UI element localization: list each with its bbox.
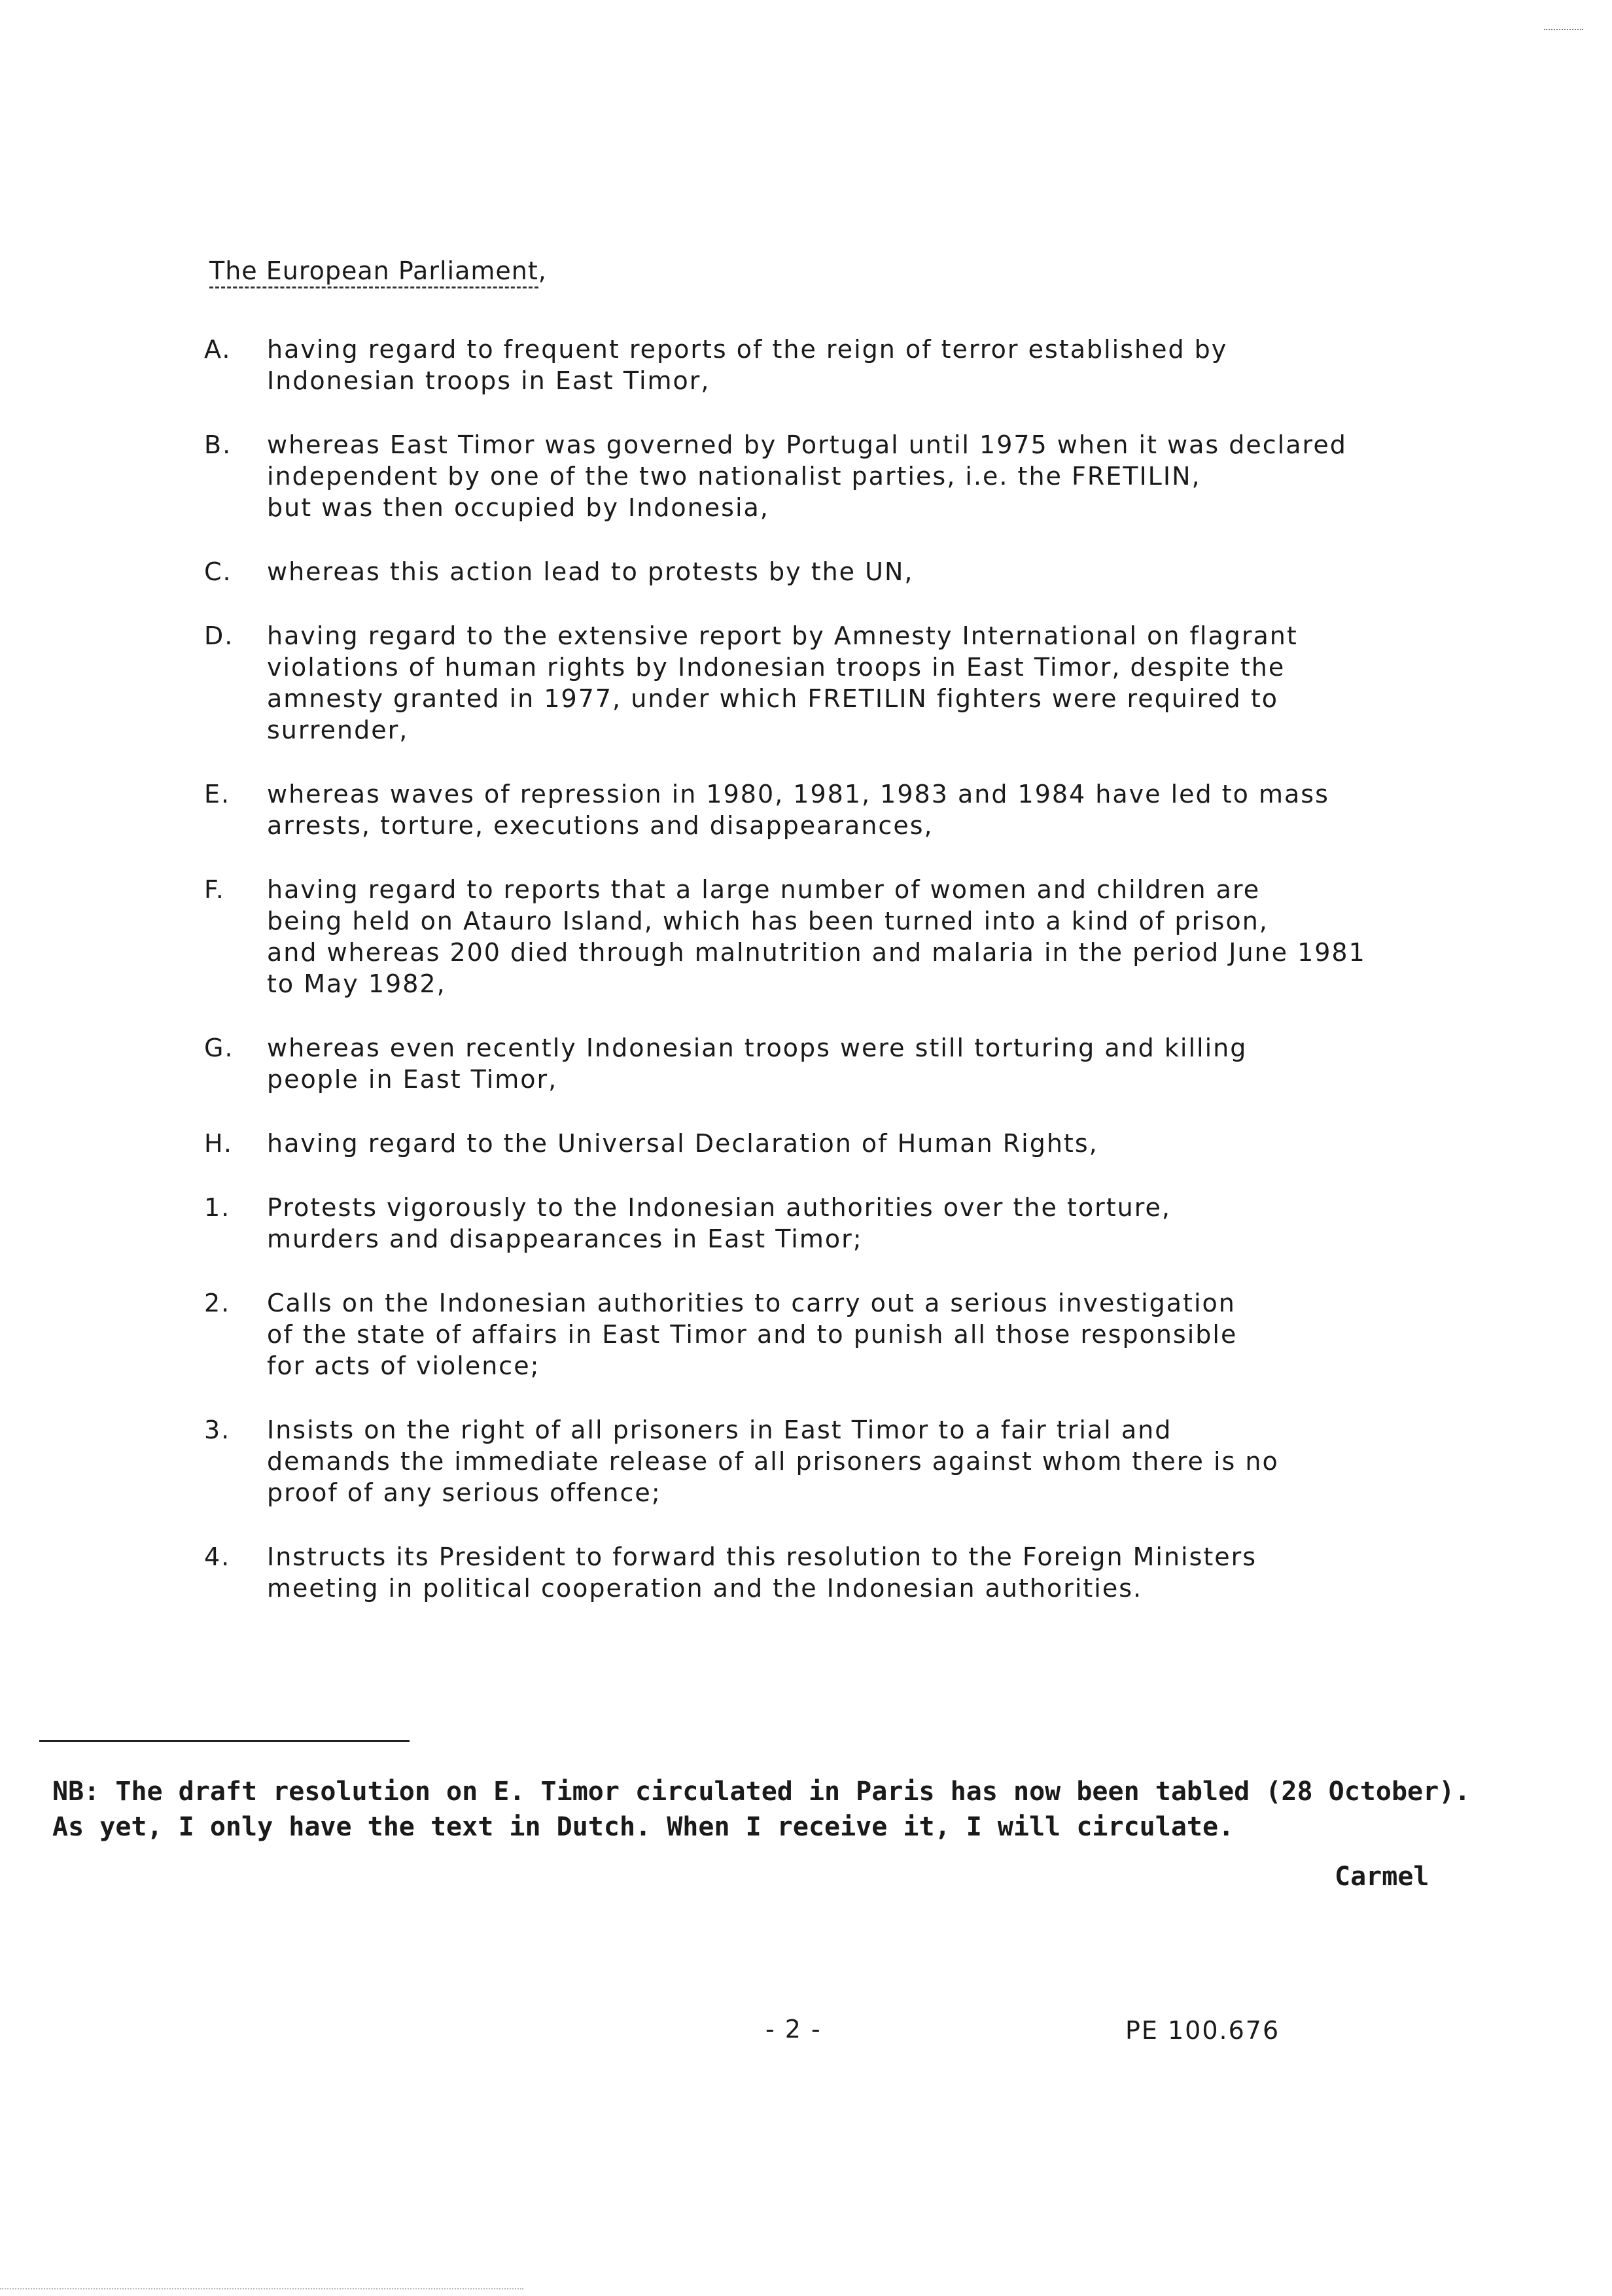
item-text: Protests vigorously to the Indonesian authorities over the torture, murders and disappearances in East Timor; bbox=[267, 1193, 1171, 1253]
list-item bbox=[204, 1032, 1513, 1095]
item-label: F. bbox=[204, 875, 225, 904]
item-text: having regard to reports that a large number of women and children are being held on Atauro Island, which has been turned into a kind of prison, and whereas 200 died through malnutrition and malaria in the period June 1981 to May 1982, bbox=[267, 875, 1366, 998]
list-item bbox=[204, 778, 1513, 841]
list-item bbox=[204, 1287, 1513, 1382]
footnote-text: NB: The draft resolution on E. Timor circulated in Paris has now been tabled (28 October). As yet, I only have the text in Dutch. When I receive it, I will circulate. bbox=[52, 1777, 1471, 1842]
item-label: 4. bbox=[204, 1542, 231, 1571]
list-item bbox=[204, 556, 1513, 587]
list-item bbox=[204, 1414, 1513, 1508]
item-text: Calls on the Indonesian authorities to carry out a serious investigation of the state of affairs in East Timor and to punish all those responsible for acts of violence; bbox=[267, 1289, 1238, 1380]
item-text: Instructs its President to forward this resolution to the Foreign Ministers meeting in political cooperation and the Indonesian authorities. bbox=[267, 1542, 1257, 1603]
item-label: A. bbox=[204, 335, 232, 364]
recitals-list bbox=[204, 334, 1513, 1637]
list-item bbox=[204, 1192, 1513, 1255]
item-label: E. bbox=[204, 780, 231, 809]
item-label: B. bbox=[204, 430, 232, 459]
item-label: G. bbox=[204, 1034, 234, 1062]
item-label: C. bbox=[204, 557, 232, 586]
item-label: H. bbox=[204, 1129, 233, 1158]
item-text: Insists on the right of all prisoners in East Timor to a fair trial and demands the immediate release of all prisoners against whom there is no proof of any serious offence; bbox=[267, 1416, 1279, 1507]
heading-suffix: , bbox=[538, 256, 547, 285]
item-text: having regard to the extensive report by Amnesty International on flagrant violations of human rights by Indonesian troops in East Timor, despite the amnesty granted in 1977, under which FRETILIN fighters were required to surrender, bbox=[267, 621, 1298, 744]
item-label: 2. bbox=[204, 1289, 231, 1317]
list-item bbox=[204, 874, 1513, 1000]
item-label: 3. bbox=[204, 1416, 231, 1444]
item-label: 1. bbox=[204, 1193, 231, 1222]
item-text: having regard to frequent reports of the reign of terror established by Indonesian troops in East Timor, bbox=[267, 335, 1228, 395]
list-item bbox=[204, 620, 1513, 746]
footnote-divider bbox=[39, 1740, 410, 1742]
document-reference: PE 100.676 bbox=[1125, 2016, 1280, 2045]
resolution-heading bbox=[209, 256, 547, 285]
page-number: - 2 - bbox=[765, 2015, 822, 2044]
list-item bbox=[204, 334, 1513, 396]
item-text: whereas even recently Indonesian troops were still torturing and killing people in East Timor, bbox=[267, 1034, 1248, 1094]
item-text: whereas East Timor was governed by Portugal until 1975 when it was declared independent by one of the two nationalist parties, i.e. the FRETILIN, but was then occupied by Indonesia, bbox=[267, 430, 1347, 522]
signature: Carmel bbox=[1335, 1862, 1429, 1892]
corner-mark bbox=[1544, 29, 1583, 30]
list-item bbox=[204, 429, 1513, 523]
list-item bbox=[204, 1541, 1513, 1604]
item-text: having regard to the Universal Declaration of Human Rights, bbox=[267, 1129, 1098, 1158]
item-text: whereas this action lead to protests by the UN, bbox=[267, 557, 914, 586]
list-item bbox=[204, 1128, 1513, 1159]
scan-edge bbox=[0, 2288, 523, 2289]
item-text: whereas waves of repression in 1980, 1981, 1983 and 1984 have led to mass arrests, torture, executions and disappearances, bbox=[267, 780, 1329, 840]
heading-title: The European Parliament bbox=[209, 256, 538, 288]
item-label: D. bbox=[204, 621, 234, 650]
